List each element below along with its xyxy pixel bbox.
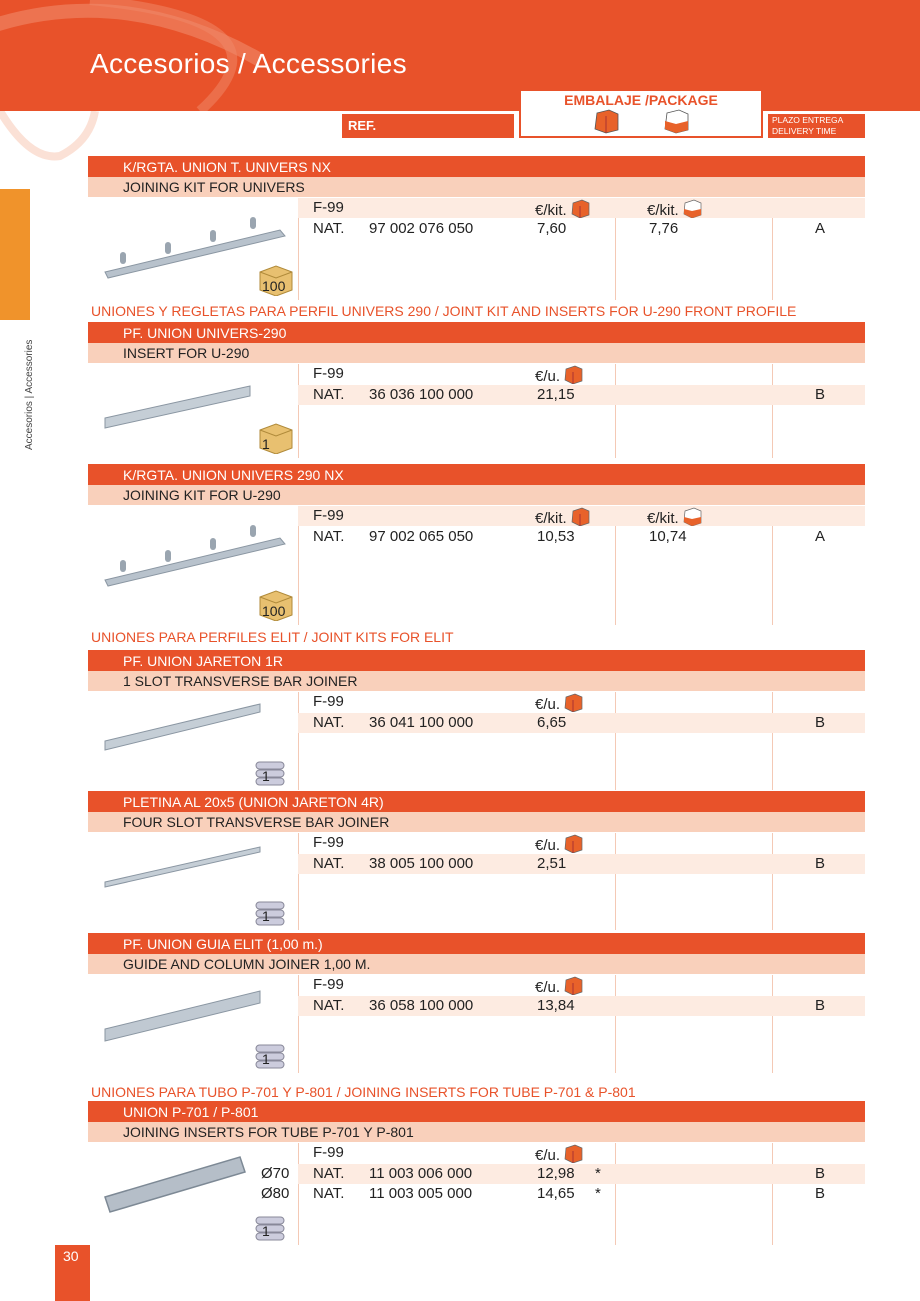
unit-label: €/kit.: [535, 199, 590, 222]
product-subtitle-bar: FOUR SLOT TRANSVERSE BAR JOINER: [88, 812, 865, 832]
product-image: [100, 510, 290, 595]
quantity-value: 100: [262, 603, 286, 619]
package-quantity-badge: [258, 589, 294, 621]
unit-label: €/u.: [535, 365, 583, 388]
finish-cell: NAT.: [313, 1165, 345, 1182]
unit-label: €/u.: [535, 976, 583, 999]
code-cell: 11 003 005 000: [369, 1185, 473, 1202]
finish-cell: NAT.: [313, 528, 345, 545]
finish-header-row: [298, 198, 865, 218]
unit-label: €/u.: [535, 834, 583, 857]
package-quantity-badge: [258, 264, 294, 296]
unit-label-2: €/kit.: [647, 199, 702, 222]
finish-cell: NAT.: [313, 386, 345, 403]
table-row: [298, 527, 865, 547]
note-mark: *: [595, 1185, 601, 1202]
category-heading: UNIONES PARA PERFILES ELIT / JOINT KITS FOR ELIT: [91, 629, 454, 645]
code-cell: 36 058 100 000: [369, 997, 474, 1014]
table-row: [298, 385, 865, 405]
product-subtitle-bar: INSERT FOR U-290: [88, 343, 865, 363]
finish-header-row: [298, 975, 865, 995]
finish-cell: NAT.: [313, 220, 345, 237]
code-cell: 11 003 006 000: [369, 1165, 473, 1182]
delivery-column-header: [768, 114, 865, 138]
price-cell: 2,51: [537, 855, 567, 872]
bundle-quantity-badge: [258, 1209, 294, 1241]
price-cell: 12,98: [537, 1165, 575, 1182]
package-label: EMBALAJE /PACKAGE: [564, 92, 718, 108]
finish-label: F-99: [313, 199, 344, 216]
quantity-value: 1: [262, 908, 270, 924]
table-row: [298, 219, 865, 239]
finish-cell: NAT.: [313, 855, 345, 872]
diameter-label: Ø70: [261, 1165, 290, 1182]
finish-header-row: [298, 506, 865, 526]
quantity-value: 1: [262, 1223, 270, 1239]
price-cell-2: 10,74: [649, 528, 687, 545]
finish-cell: NAT.: [313, 714, 345, 731]
bundle-icon: [252, 900, 292, 926]
side-section-label: Accesorios | Accessories: [24, 339, 35, 450]
price-cell: 6,65: [537, 714, 567, 731]
delivery-cell: A: [815, 528, 826, 545]
bundle-icon: [252, 1215, 292, 1241]
price-cell: 7,60: [537, 220, 567, 237]
finish-label: F-99: [313, 507, 344, 524]
quantity-value: 1: [262, 768, 270, 784]
delivery-cell: B: [815, 997, 826, 1014]
delivery-cell: B: [815, 855, 826, 872]
page-number: 30: [55, 1245, 90, 1301]
delivery-label: DELIVERY TIME: [772, 126, 837, 136]
package-quantity-badge: [258, 422, 294, 454]
product-subtitle-bar: GUIDE AND COLUMN JOINER 1,00 M.: [88, 954, 865, 974]
delivery-cell: B: [815, 1185, 826, 1202]
unit-label-2: €/kit.: [647, 507, 702, 530]
quantity-value: 1: [262, 1051, 270, 1067]
package-column-header: [519, 89, 763, 138]
code-cell: 36 036 100 000: [369, 386, 474, 403]
table-row: [298, 713, 865, 733]
ref-column-header: REF.: [342, 114, 514, 138]
finish-header-row: [298, 1143, 865, 1163]
finish-cell: NAT.: [313, 997, 345, 1014]
finish-header-row: [298, 833, 865, 853]
delivery-cell: B: [815, 1165, 826, 1182]
diameter-label: Ø80: [261, 1185, 290, 1202]
finish-label: F-99: [313, 1144, 344, 1161]
price-cell: 21,15: [537, 386, 575, 403]
product-title-bar: UNION P-701 / P-801: [88, 1101, 865, 1122]
bundle-icon: [252, 760, 292, 786]
product-title-bar: PF. UNION UNIVERS-290: [88, 322, 865, 343]
finish-label: F-99: [313, 834, 344, 851]
bundle-quantity-badge: [258, 894, 294, 926]
code-cell: 97 002 065 050: [369, 528, 474, 545]
category-heading: UNIONES Y REGLETAS PARA PERFIL UNIVERS 290 / JOINT KIT AND INSERTS FOR U-290 FRONT PROFILE: [91, 303, 797, 319]
product-subtitle-bar: JOINING KIT FOR U-290: [88, 485, 865, 505]
finish-header-row: [298, 364, 865, 384]
open-box-icon: [662, 108, 690, 137]
price-cell: 14,65: [537, 1185, 575, 1202]
delivery-cell: A: [815, 220, 826, 237]
code-cell: 38 005 100 000: [369, 855, 474, 872]
finish-label: F-99: [313, 693, 344, 710]
finish-label: F-99: [313, 365, 344, 382]
quantity-value: 1: [262, 436, 270, 452]
table-row: [298, 854, 865, 874]
swoosh-decoration: [0, 111, 200, 161]
side-tab: [0, 189, 30, 320]
product-title-bar: PF. UNION GUIA ELIT (1,00 m.): [88, 933, 865, 954]
price-cell: 13,84: [537, 997, 575, 1014]
delivery-cell: B: [815, 714, 826, 731]
finish-header-row: [298, 692, 865, 712]
product-title-bar: K/RGTA. UNION T. UNIVERS NX: [88, 156, 865, 177]
product-title-bar: K/RGTA. UNION UNIVERS 290 NX: [88, 464, 865, 485]
quantity-value: 100: [262, 278, 286, 294]
bundle-icon: [252, 1043, 292, 1069]
table-row: [298, 1184, 865, 1204]
product-subtitle-bar: 1 SLOT TRANSVERSE BAR JOINER: [88, 671, 865, 691]
product-title-bar: PF. UNION JARETON 1R: [88, 650, 865, 671]
product-image: [100, 837, 290, 902]
unit-label: €/u.: [535, 693, 583, 716]
price-cell-2: 7,76: [649, 220, 679, 237]
page-title: Accesorios / Accessories: [90, 48, 407, 79]
box-icon: [592, 108, 620, 137]
table-row: [298, 996, 865, 1016]
product-subtitle-bar: JOINING INSERTS FOR TUBE P-701 Y P-801: [88, 1122, 865, 1142]
delivery-cell: B: [815, 386, 826, 403]
note-mark: *: [595, 1165, 601, 1182]
product-title-bar: PLETINA AL 20x5 (UNION JARETON 4R): [88, 791, 865, 812]
bundle-quantity-badge: [258, 1037, 294, 1069]
unit-label: €/u.: [535, 1144, 583, 1167]
price-cell: 10,53: [537, 528, 575, 545]
finish-label: F-99: [313, 976, 344, 993]
product-subtitle-bar: JOINING KIT FOR UNIVERS: [88, 177, 865, 197]
table-row: [298, 1164, 865, 1184]
plazo-label: PLAZO ENTREGA: [772, 115, 844, 125]
category-heading: UNIONES PARA TUBO P-701 Y P-801 / JOINING INSERTS FOR TUBE P-701 & P-801: [91, 1084, 636, 1100]
code-cell: 36 041 100 000: [369, 714, 474, 731]
code-cell: 97 002 076 050: [369, 220, 474, 237]
product-image: [100, 696, 290, 761]
unit-label: €/kit.: [535, 507, 590, 530]
bundle-quantity-badge: [258, 754, 294, 786]
finish-cell: NAT.: [313, 1185, 345, 1202]
